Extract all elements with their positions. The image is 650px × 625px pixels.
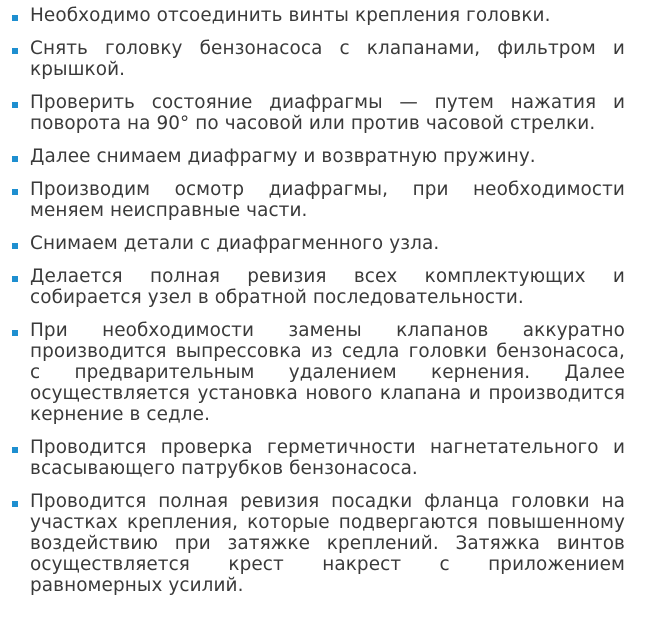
list-item xyxy=(8,437,625,479)
list-item-text: Проверить состояние диафрагмы — путем нажатия и поворота на 90° по часовой или против часовой стрелки. xyxy=(30,92,625,134)
list-item xyxy=(8,5,625,26)
square-bullet-icon xyxy=(12,102,18,108)
list-item xyxy=(8,179,625,221)
square-bullet-icon xyxy=(12,48,18,54)
list-item-text: При необходимости замены клапанов аккуратно производится выпрессовка из седла головки бензонасоса, с предварительным удалением кернения. Далее осуществляется установка нового клапана и производится кернение в седле. xyxy=(30,320,625,425)
square-bullet-icon xyxy=(12,189,18,195)
list-item xyxy=(8,320,625,425)
list-item xyxy=(8,38,625,80)
list-item-text: Снимаем детали с диафрагменного узла. xyxy=(30,233,440,254)
list-item-text: Проводится проверка герметичности нагнетательного и всасывающего патрубков бензонасоса. xyxy=(30,437,625,479)
list-item-text: Проводится полная ревизия посадки фланца головки на участках крепления, которые подвергаются повышенному воздействию при затяжке креплений. Затяжка винтов осуществляется крест накрест с приложением равномерных усилий. xyxy=(30,491,625,596)
procedure-list xyxy=(8,5,625,596)
list-item-text: Снять головку бензонасоса с клапанами, фильтром и крышкой. xyxy=(30,38,625,80)
square-bullet-icon xyxy=(12,447,18,453)
list-item xyxy=(8,92,625,134)
list-item-text: Необходимо отсоединить винты крепления головки. xyxy=(30,5,551,26)
square-bullet-icon xyxy=(12,156,18,162)
list-item xyxy=(8,491,625,596)
list-item-text: Делается полная ревизия всех комплектующих и собирается узел в обратной последовательности. xyxy=(30,266,625,308)
square-bullet-icon xyxy=(12,15,18,21)
list-item-text: Производим осмотр диафрагмы, при необходимости меняем неисправные части. xyxy=(30,179,625,221)
square-bullet-icon xyxy=(12,243,18,249)
square-bullet-icon xyxy=(12,501,18,507)
list-item xyxy=(8,266,625,308)
square-bullet-icon xyxy=(12,276,18,282)
list-item xyxy=(8,146,625,167)
list-item xyxy=(8,233,625,254)
square-bullet-icon xyxy=(12,330,18,336)
list-item-text: Далее снимаем диафрагму и возвратную пружину. xyxy=(30,146,536,167)
